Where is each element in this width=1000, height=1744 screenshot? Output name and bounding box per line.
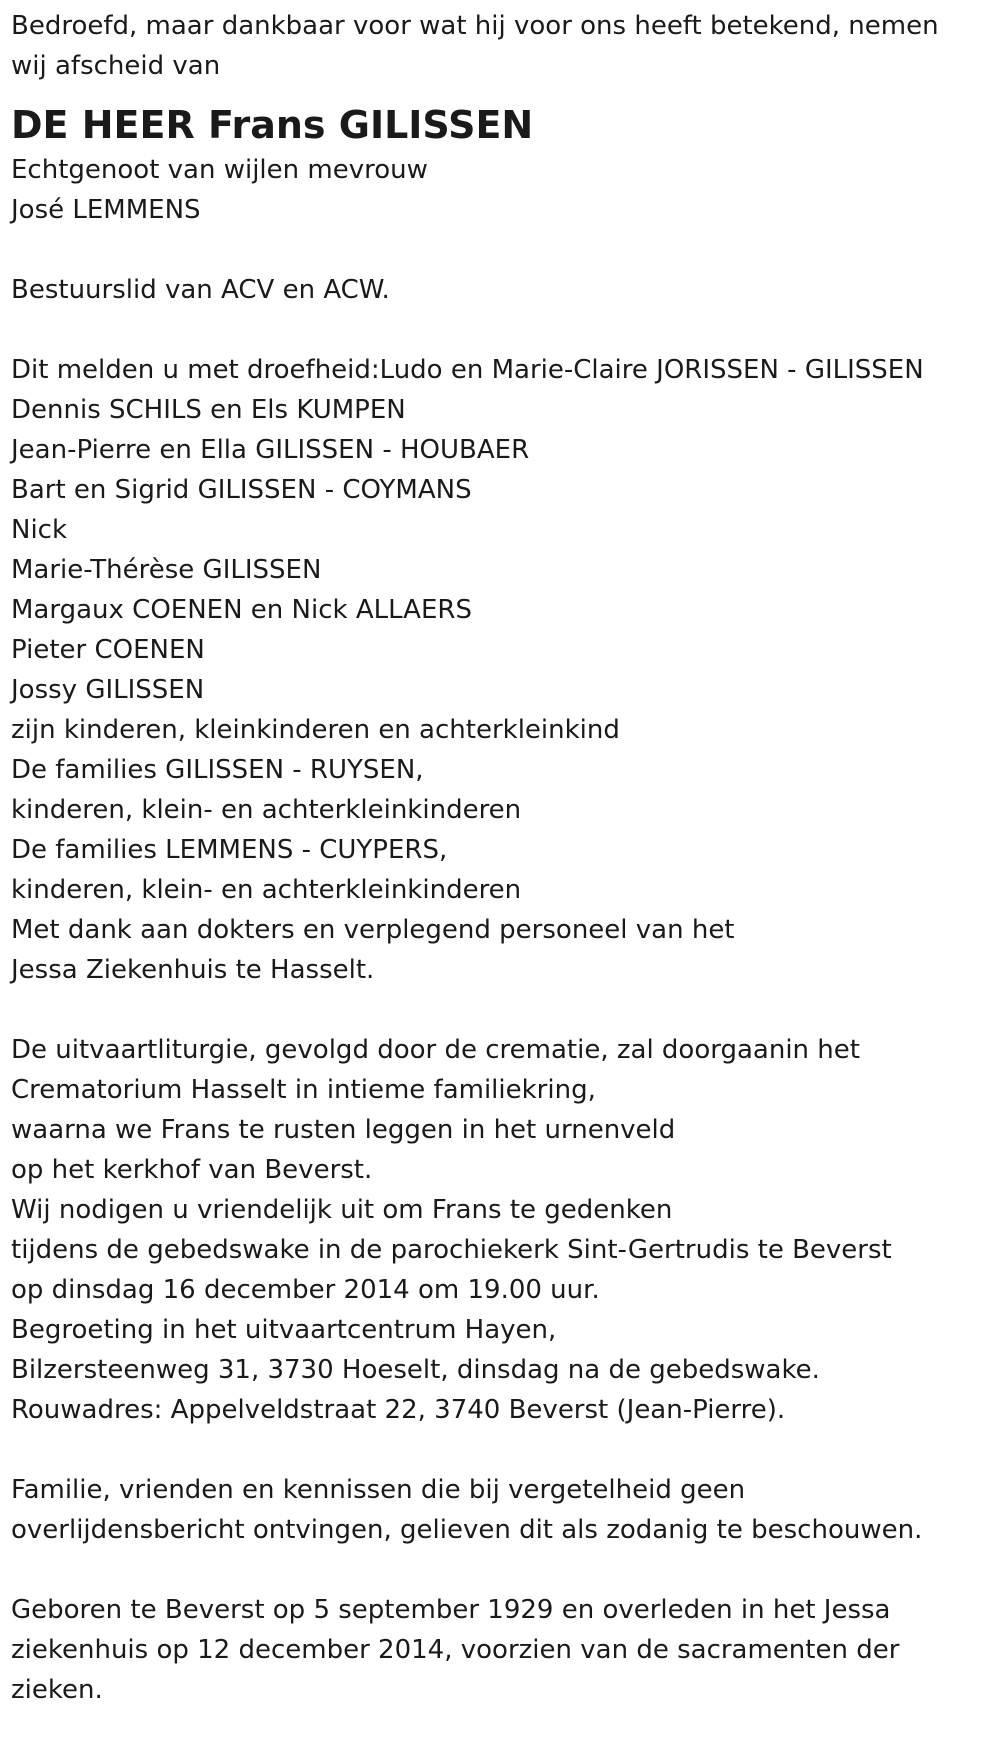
ceremony-line: Wij nodigen u vriendelijk uit om Frans te gedenken (11, 1195, 673, 1225)
spouse-line: Echtgenoot van wijlen mevrouw (11, 155, 428, 185)
ceremony-line: tijdens de gebedswake in de parochiekerk Sint-Gertrudis te Beverst (11, 1235, 892, 1265)
family-line: kinderen, klein- en achterkleinkinderen (11, 875, 522, 905)
role-line: Bestuurslid van ACV en ACW. (11, 275, 390, 305)
birth-section (11, 1590, 990, 1710)
ceremony-line: Crematorium Hasselt in intieme familiekring, (11, 1075, 596, 1105)
spacer (11, 230, 990, 270)
family-line: De families LEMMENS - CUYPERS, (11, 835, 448, 865)
family-line: kinderen, klein- en achterkleinkinderen (11, 795, 522, 825)
ceremony-line: De uitvaartliturgie, gevolgd door de crematie, zal doorgaanin het (11, 1035, 860, 1065)
family-line: Dennis SCHILS en Els KUMPEN (11, 395, 406, 425)
birth-line: Geboren te Beverst op 5 september 1929 en overleden in het Jessa (11, 1595, 891, 1625)
ceremony-line: op dinsdag 16 december 2014 om 19.00 uur. (11, 1275, 600, 1305)
spacer (11, 310, 990, 350)
family-line: Pieter COENEN (11, 635, 205, 665)
birth-line: zieken. (11, 1675, 103, 1705)
intro-line: Bedroefd, maar dankbaar voor wat hij voor ons heeft betekend, nemen (11, 11, 939, 41)
family-line: Met dank aan dokters en verplegend personeel van het (11, 915, 735, 945)
family-line: Marie-Thérèse GILISSEN (11, 555, 322, 585)
family-line: Jossy GILISSEN (11, 675, 205, 705)
ceremony-section (11, 1030, 990, 1430)
birth-line: ziekenhuis op 12 december 2014, voorzien van de sacramenten der (11, 1635, 900, 1665)
spouse-line: José LEMMENS (11, 195, 201, 225)
ceremony-line: Rouwadres: Appelveldstraat 22, 3740 Beverst (Jean-Pierre). (11, 1395, 786, 1425)
family-section (11, 350, 990, 990)
family-line: Bart en Sigrid GILISSEN - COYMANS (11, 475, 472, 505)
ceremony-line: waarna we Frans te rusten leggen in het urnenveld (11, 1115, 676, 1145)
spacer (11, 1430, 990, 1470)
family-line: Jean-Pierre en Ella GILISSEN - HOUBAER (11, 435, 530, 465)
family-line: Nick (11, 515, 68, 545)
ceremony-line: op het kerkhof van Beverst. (11, 1155, 373, 1185)
spouse-section (11, 150, 990, 230)
intro-section (11, 6, 990, 86)
family-line: Margaux COENEN en Nick ALLAERS (11, 595, 472, 625)
family-line: Dit melden u met droefheid:Ludo en Marie-Claire JORISSEN - GILISSEN (11, 355, 924, 385)
spacer (11, 1550, 990, 1590)
intro-line: wij afscheid van (11, 51, 221, 81)
ceremony-line: Bilzersteenweg 31, 3730 Hoeselt, dinsdag na de gebedswake. (11, 1355, 820, 1385)
notice-line: Familie, vrienden en kennissen die bij vergetelheid geen (11, 1475, 746, 1505)
family-line: De families GILISSEN - RUYSEN, (11, 755, 424, 785)
family-line: Jessa Ziekenhuis te Hasselt. (11, 955, 375, 985)
notice-line: overlijdensbericht ontvingen, gelieven dit als zodanig te beschouwen. (11, 1515, 923, 1545)
family-line: zijn kinderen, kleinkinderen en achterkleinkind (11, 715, 620, 745)
notice-section (11, 1470, 990, 1550)
spacer (11, 990, 990, 1030)
deceased-name: DE HEER Frans GILISSEN (11, 103, 534, 147)
ceremony-line: Begroeting in het uitvaartcentrum Hayen, (11, 1315, 557, 1345)
